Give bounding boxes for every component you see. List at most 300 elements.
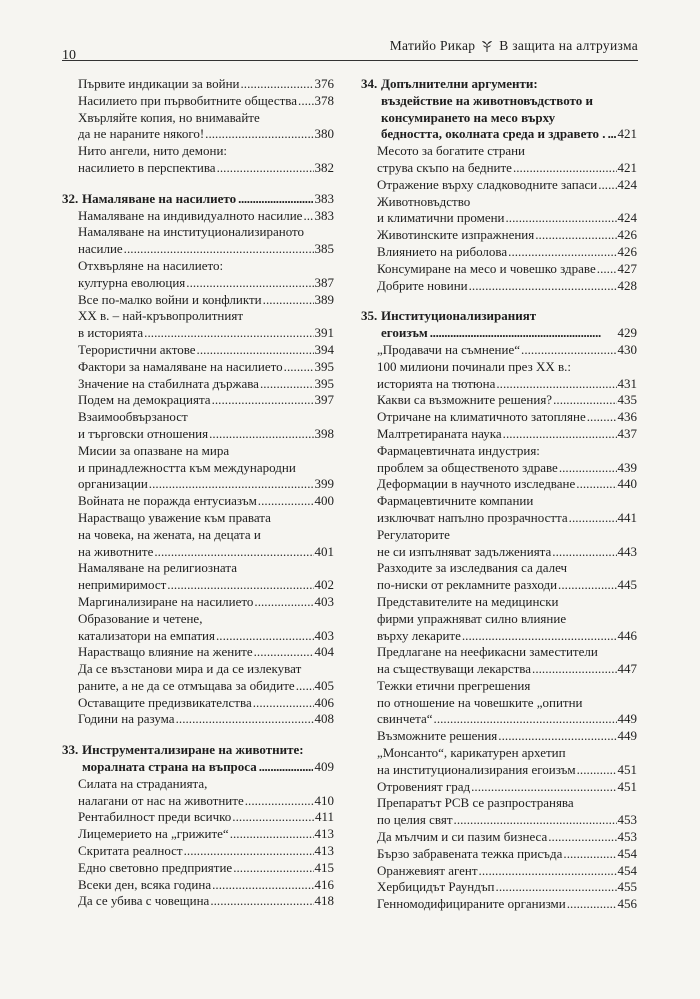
toc-entry[interactable] [361,261,637,278]
toc-entry-title: да не нараните някого! [78,126,205,142]
toc-entry[interactable] [361,177,637,194]
chapter-title-line [62,759,334,776]
toc-page-number: 395 [314,375,334,391]
toc-entry-line: Взаимообвързаност [78,409,188,425]
toc-entry-title: Насилието при първобитните общества [78,92,298,108]
toc-entry[interactable] [62,577,334,594]
toc-entry[interactable] [361,661,637,678]
toc-page-number: 403 [314,593,334,609]
toc-page-number: 408 [314,711,334,727]
chapter-33[interactable] [62,742,334,776]
toc-entry-title: раните, а не да се отмъщава за обидите [78,677,295,693]
toc-entry[interactable] [62,76,334,93]
toc-entry-title: Всеки ден, всяка година [78,876,212,892]
toc-entry[interactable] [62,628,334,645]
book-title: В защита на алтруизма [499,38,638,53]
dot-leader [454,812,617,829]
chapter-title-line [62,191,334,208]
toc-entry[interactable] [361,762,637,779]
chapter-35[interactable] [361,308,637,342]
toc-entry-title: Оранжевият агент [377,862,478,878]
chapter-number: 35. [361,308,378,324]
dot-leader [233,860,313,877]
toc-entry[interactable] [361,210,637,227]
toc-entry[interactable] [62,126,334,143]
toc-entry-title: Отражение върху сладководните запаси [377,176,598,192]
toc-page-number: 416 [314,876,334,892]
toc-entry[interactable] [62,160,334,177]
dot-leader [184,843,314,860]
toc-entry-title: Да мълчим и си пазим бизнеса [377,829,548,845]
toc-entry-title: насилието в перспектива [78,159,216,175]
toc-entry-title: Оставащите предизвикателства [78,694,252,710]
dot-leader [576,476,616,493]
dot-leader [258,493,314,510]
toc-entry-title: Значение на стабилната държава [78,375,259,391]
toc-page-number: 413 [314,843,334,859]
toc-entry[interactable] [62,893,334,910]
toc-page-number: 436 [617,409,637,425]
toc-entry[interactable] [62,493,334,510]
toc-entry-line: Намаляване на институционализираното [78,224,305,240]
toc-group-top [62,76,334,177]
toc-entry[interactable] [62,426,334,443]
toc-page-number: 398 [314,425,334,441]
toc-page-number: 424 [617,210,637,226]
toc-entry-title: Първите индикации за войни [78,76,240,91]
toc-entry[interactable] [361,510,637,527]
chapter-34-entries [361,143,637,294]
toc-entry[interactable] [361,342,637,359]
dot-leader [254,594,313,611]
dot-leader [303,208,313,225]
toc-entry[interactable] [361,244,637,261]
chapter-32-entries [62,208,334,729]
toc-page-number: 426 [617,227,637,243]
toc-entry-title: Рентабилност преди всичко [78,809,232,825]
dot-leader [577,762,617,779]
chapter-page-number: 383 [314,190,334,206]
chapter-title: въздействие на животновъдството и [381,92,593,108]
toc-entry-title: струва скъпо на бедните [377,159,512,175]
toc-page-number: 415 [314,859,334,875]
dot-leader [238,191,312,208]
toc-entry-line: Силата на страданията, [78,775,208,791]
toc-page-number: 387 [314,274,334,290]
dot-leader [216,628,314,645]
toc-page-number: 405 [314,677,334,693]
author-name: Матийо Рикар [389,38,476,53]
dot-leader [469,278,617,295]
toc-entry-title: Войната не поражда ентусиазъм [78,493,257,509]
toc-page-number: 385 [314,241,334,257]
toc-entry-title: Какви са възможните решения? [377,392,553,408]
toc-page-number: 435 [617,392,637,408]
toc-entry[interactable] [361,728,637,745]
toc-entry-line: Намаляване на религиозната [78,560,237,576]
toc-entry-line: Отхвърляне на насилието: [78,257,224,273]
toc-page-number: 403 [314,627,334,643]
toc-entry-title: Добрите новини [377,277,468,293]
toc-entry-title: налагани от нас на животните [78,792,244,808]
toc-page-number: 431 [617,375,637,391]
chapter-title-line [361,76,637,93]
toc-entry-title: Години на разума [78,711,175,727]
dot-leader [548,829,616,846]
toc-entry[interactable] [62,843,334,860]
dot-leader [506,210,617,227]
dot-leader [552,544,616,561]
dot-leader [532,661,616,678]
toc-page-number: 451 [617,778,637,794]
toc-page-number: 437 [617,425,637,441]
chapter-35-entries [361,342,637,913]
toc-entry[interactable] [361,426,637,443]
toc-entry[interactable] [361,278,637,295]
dot-leader [259,759,313,776]
toc-entry-title: Отричане на климатичното затопляне [377,409,586,425]
toc-page-number: 454 [617,845,637,861]
toc-page-number: 376 [314,76,334,91]
toc-page-number: 394 [314,341,334,357]
dot-leader [296,678,314,695]
toc-entry-line: по отношение на човешките „опитни [377,694,583,710]
toc-page-number: 445 [617,577,637,593]
toc-page-number: 410 [314,792,334,808]
chapter-title: егоизъм [381,325,428,341]
toc-page-number: 449 [617,711,637,727]
dot-leader [167,577,313,594]
dot-leader [434,711,617,728]
toc-entry[interactable] [62,594,334,611]
chapter-32[interactable] [62,191,334,208]
toc-entry[interactable] [361,544,637,561]
toc-page-number: 424 [617,176,637,192]
toc-page-number: 399 [314,476,334,492]
toc-entry[interactable] [361,863,637,880]
toc-entry-line: Хвърляйте копия, но внимавайте [78,109,260,125]
toc-entry-title: Скритата реалност [78,843,183,859]
chapter-title-line [361,308,637,325]
toc-entry[interactable] [62,342,334,359]
toc-page-number: 397 [314,392,334,408]
toc-entry[interactable] [361,376,637,393]
toc-entry-title: на институционализирания егоизъм [377,761,576,777]
toc-entry-line: Образование и четене, [78,610,203,626]
toc-entry-title: Фактори за намаляване на насилието [78,358,283,374]
toc-entry-line: Мисии за опазване на мира [78,442,230,458]
toc-entry-line: Тежки етични прегрешения [377,677,531,693]
dot-leader [513,160,617,177]
chapter-number: 34. [361,76,378,91]
toc-entry-title: Малтретираната наука [377,425,502,441]
chapter-page-number: 421 [617,126,637,142]
chapter-title: консумирането на месо върху [381,109,556,125]
toc-entry[interactable] [62,392,334,409]
chapter-title: моралната страна на въпроса [82,759,257,775]
toc-entry[interactable] [361,812,637,829]
dot-leader [197,342,314,359]
toc-page-number: 421 [617,159,637,175]
toc-entry-title: върху лекарите [377,627,461,643]
toc-entry-line: Предлагане на неефикасни заместители [377,644,598,660]
chapter-title-line [361,325,637,342]
toc-page-number: 382 [314,159,334,175]
toc-page-number: 383 [314,207,334,223]
dot-leader [263,292,314,309]
toc-entry[interactable] [62,292,334,309]
toc-entry-title: по-ниски от рекламните разходи [377,577,558,593]
toc-entry-line: Разходите за изследвания са далеч [377,560,568,576]
dot-leader [209,426,313,443]
dot-leader [479,863,617,880]
toc-page-number: 391 [314,325,334,341]
toc-entry[interactable] [62,793,334,810]
toc-entry-line: Регулаторите [377,526,450,542]
dot-leader [598,177,616,194]
toc-entry-title: на животните [78,543,154,559]
toc-entry-title: Лицемерието на „грижите“ [78,826,229,842]
toc-entry-line: XX в. – най-кръвопролитният [78,308,244,324]
dot-leader [186,275,313,292]
dot-leader [535,227,616,244]
dot-leader [553,392,616,409]
toc-entry[interactable] [361,392,637,409]
toc-page-number: 389 [314,291,334,307]
chapter-title: бедността, околната среда и здравето . [381,126,606,142]
chapter-page-number: 429 [617,325,637,341]
toc-entry[interactable] [361,476,637,493]
toc-entry-line: Да се възстанови мира и да се излекуват [78,661,302,677]
toc-entry-line: Препаратът PCB се разпространява [377,795,574,811]
dot-leader [508,244,616,261]
toc-entry-title: и търговски отношения [78,425,209,441]
toc-entry[interactable] [62,860,334,877]
toc-entry-title: Консумиране на месо и човешко здраве [377,260,596,276]
chapter-title: Институционализираният [381,308,537,324]
dot-leader [149,476,314,493]
toc-entry[interactable] [361,896,637,913]
dot-leader [559,460,617,477]
toc-entry[interactable] [361,846,637,863]
page-number: 10 [62,48,76,63]
toc-page-number: 395 [314,358,334,374]
toc-page-number: 447 [617,661,637,677]
chapter-34[interactable] [361,76,637,143]
toc-entry-title: Да се убива с човещина [78,893,210,909]
toc-page-number: 404 [314,644,334,660]
toc-entry[interactable] [361,779,637,796]
toc-page-number: 453 [617,829,637,845]
toc-entry[interactable] [62,544,334,561]
toc-entry-title: Животинските изпражнения [377,227,535,243]
chapter-title: Инструментализиране на животните: [82,742,304,758]
running-header [390,38,638,54]
leaf-ornament-icon [481,40,493,53]
toc-entry-title: в историята [78,325,144,341]
toc-entry-title: Все по-малко войни и конфликти [78,291,262,307]
dot-leader [212,392,314,409]
toc-page-number: 411 [314,809,334,825]
toc-entry-line: „Монсанто“, карикатурен архетип [377,745,566,761]
dot-leader [496,376,616,393]
toc-entry-title: Едно световно предприятие [78,859,233,875]
toc-entry-title: катализатори на емпатия [78,627,215,643]
dot-leader [462,628,617,645]
toc-page-number: 406 [314,694,334,710]
toc-page-number: 401 [314,543,334,559]
toc-page-number: 440 [617,476,637,492]
toc-page-number: 378 [314,92,334,108]
toc-entry-title: проблем за общественото здраве [377,459,558,475]
dot-leader [521,342,616,359]
toc-entry-line: Месото за богатите страни [377,143,526,159]
chapter-title-line [62,742,334,759]
toc-entry[interactable] [361,711,637,728]
dot-leader [176,711,314,728]
header-rule [62,60,638,61]
dot-leader [210,893,313,910]
toc-entry[interactable] [361,227,637,244]
dot-leader [245,793,314,810]
toc-page-number: 380 [314,126,334,142]
toc-page-number: 443 [617,543,637,559]
dot-leader [430,325,616,342]
toc-entry[interactable] [361,829,637,846]
toc-entry-title: Подем на демокрацията [78,392,211,408]
dot-leader [569,510,617,527]
chapter-title-line [361,126,637,143]
dot-leader [597,261,617,278]
dot-leader [558,577,616,594]
dot-leader [217,160,314,177]
toc-page-number: 439 [617,459,637,475]
toc-entry-line: на човека, на жената, на децата и [78,526,261,542]
toc-entry-title: Влиянието на риболова [377,243,508,259]
toc-page-number: 441 [617,509,637,525]
toc-entry[interactable] [62,644,334,661]
dot-leader [471,779,616,796]
toc-entry-line: Нито ангели, нито демони: [78,143,228,159]
dot-leader [144,325,313,342]
dot-leader [496,879,617,896]
dot-leader [567,896,617,913]
toc-page-number: 446 [617,627,637,643]
toc-entry[interactable] [62,711,334,728]
toc-entry[interactable] [62,678,334,695]
toc-page-number: 428 [617,277,637,293]
toc-entry[interactable] [361,628,637,645]
toc-entry[interactable] [62,695,334,712]
toc-entry[interactable] [62,325,334,342]
chapter-title-line [361,93,637,110]
toc-left-column [62,76,334,910]
toc-entry[interactable] [62,826,334,843]
dot-leader [260,376,314,393]
toc-entry-title: „Продавачи на съмнение“ [377,341,521,357]
chapter-title: Допълнителни аргументи: [381,76,538,91]
toc-entry-title: историята на тютюна [377,375,496,391]
dot-leader [205,126,313,143]
toc-entry-title: Възможните решения [377,728,498,744]
toc-entry-title: Хербицидът Раундъп [377,879,495,895]
toc-entry[interactable] [62,809,334,826]
toc-entry[interactable] [361,577,637,594]
toc-page-number: 456 [617,896,637,912]
toc-entry-line: Представителите на медицински [377,593,559,609]
toc-page-number: 455 [617,879,637,895]
dot-leader [498,728,616,745]
dot-leader [503,426,617,443]
toc-page-number: 430 [617,341,637,357]
dot-leader [587,409,617,426]
toc-entry[interactable] [62,93,334,110]
toc-entry[interactable] [62,359,334,376]
toc-page-number: 454 [617,862,637,878]
toc-entry[interactable] [62,476,334,493]
toc-entry-line: Фармацевтичните компании [377,493,534,509]
chapter-33-entries [62,776,334,910]
dot-leader [298,93,313,110]
chapter-number: 32. [62,190,79,206]
toc-entry-title: и климатични промени [377,210,505,226]
toc-entry-title: Терористични актове [78,341,196,357]
dot-leader [254,644,314,661]
dot-leader [253,695,314,712]
toc-entry-title: Бързо забравената тежка присъда [377,845,563,861]
toc-entry-title: Деформации в научното изследване [377,476,576,492]
toc-entry-title: непримиримост [78,577,167,593]
dot-leader [124,241,314,258]
toc-entry[interactable] [361,460,637,477]
chapter-title: Намаляване на насилието [82,190,237,206]
toc-page-number: 451 [617,761,637,777]
toc-page-number: 413 [314,826,334,842]
toc-entry[interactable] [62,275,334,292]
toc-right-column [361,76,637,913]
toc-entry[interactable] [62,877,334,894]
toc-page-number: 418 [314,893,334,909]
dot-leader [212,877,313,894]
toc-entry-title: Генномодифицираните организми [377,896,566,912]
toc-page-number: 402 [314,577,334,593]
toc-entry-line: Нарастващо уважение към правата [78,509,271,525]
toc-page-number: 449 [617,728,637,744]
dot-leader [230,826,314,843]
toc-entry[interactable] [361,879,637,896]
toc-entry-title: културна еволюция [78,274,186,290]
toc-entry[interactable] [361,160,637,177]
toc-entry-title: Отровеният град [377,778,471,794]
toc-entry[interactable] [62,241,334,258]
dot-leader [240,76,313,93]
chapter-number: 33. [62,742,79,758]
chapter-page-number: 409 [314,759,334,775]
toc-entry[interactable] [62,376,334,393]
toc-entry-line: 100 милиони починали през XX в.: [377,358,571,374]
toc-page-number: 453 [617,812,637,828]
toc-page-number: 400 [314,493,334,509]
toc-entry-title: насилие [78,241,123,257]
toc-page-number: 426 [617,243,637,259]
toc-entry-title: свинчета“ [377,711,433,727]
dot-leader [232,809,314,826]
toc-entry-title: на съществуващи лекарства [377,661,532,677]
toc-entry[interactable] [62,208,334,225]
toc-entry-line: Фармацевтичната индустрия: [377,442,540,458]
dot-leader [284,359,314,376]
toc-entry[interactable] [361,409,637,426]
